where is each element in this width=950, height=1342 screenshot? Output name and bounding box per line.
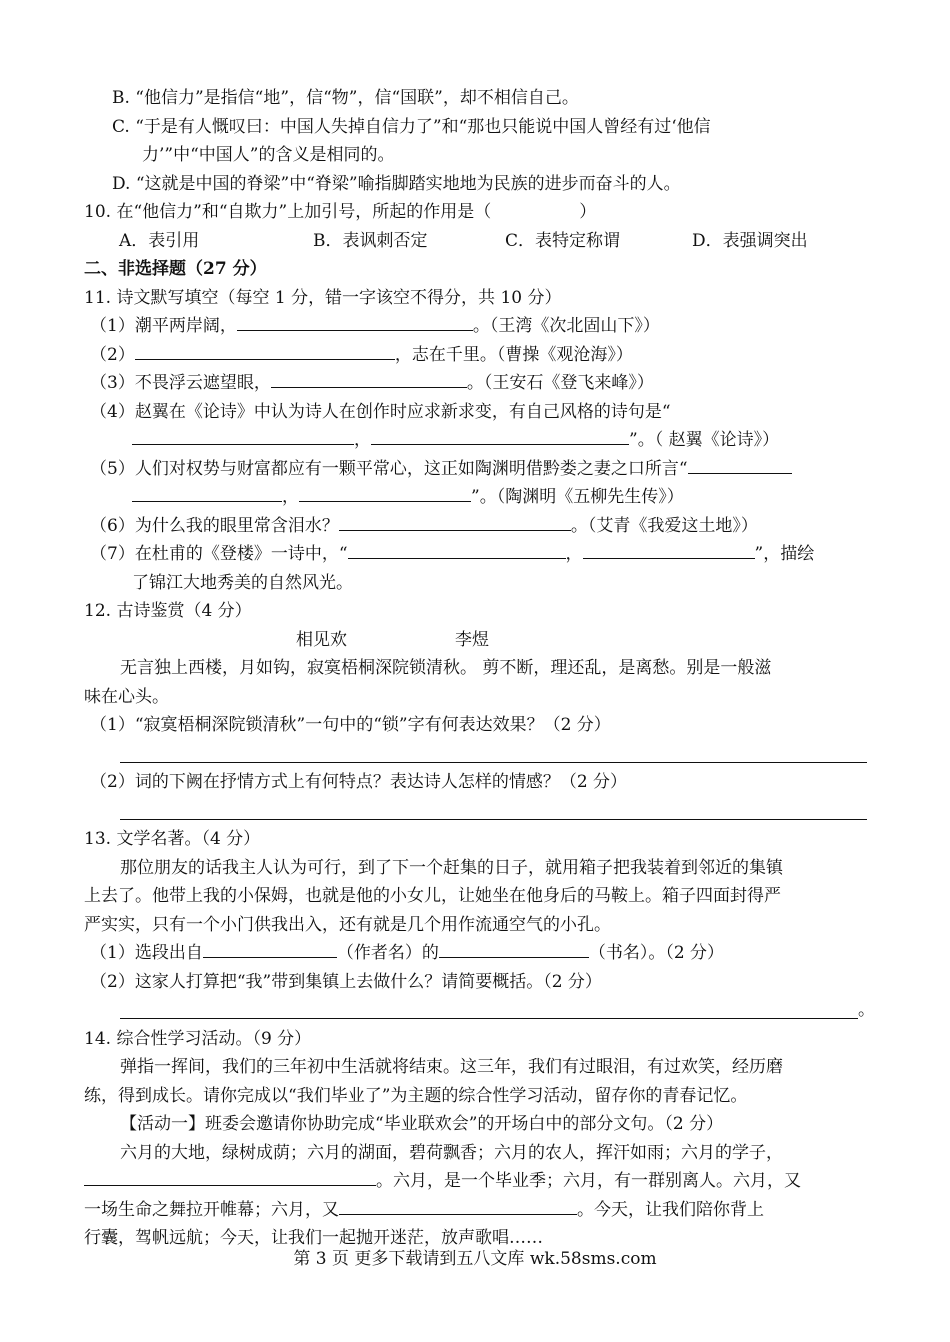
q13-passage-line2: 上去了。他带上我的小保姆，也就是他的小女儿，让她坐在他身后的马鞍上。箱子四面封得严: [84, 886, 781, 906]
poem-heading: [0, 626, 950, 655]
answer-blank[interactable]: [237, 312, 473, 331]
q11-item4-line2: ， ”。（ 赵翼《论诗》）: [0, 426, 950, 455]
q14-intro-line1: 弹指一挥间，我们的三年初中生活就将结束。这三年，我们有过眼泪，有过欢笑，经历磨: [120, 1057, 783, 1077]
q11-item2: （2） ，志在千里。（曹操《观沧海》）: [0, 341, 950, 370]
poem-text-line2: 味在心头。: [84, 686, 169, 707]
q10-options: [0, 227, 950, 256]
q10-option-c: C．表特定称谓: [505, 230, 621, 251]
q13-passage-line3: 严实实，只有一个小门供我出入，还有就是几个用作流通空气的小孔。: [84, 914, 611, 935]
q14-text-line3: 一场生命之舞拉开帷幕；六月，又 。今天，让我们陪你背上: [0, 1196, 950, 1225]
author-blank[interactable]: [203, 939, 337, 958]
q11-item7-line1: （7）在杜甫的《登楼》一诗中，“ ， ”，描绘: [0, 540, 950, 569]
q14-text-line4: 行囊，驾帆远航；今天，让我们一起抛开迷茫，放声歌唱……: [84, 1228, 543, 1248]
q13-stem: 13. 文学名著。（4 分）: [84, 829, 261, 849]
answer-blank[interactable]: [339, 512, 571, 531]
answer-blank[interactable]: [371, 426, 629, 445]
answer-blank[interactable]: [132, 426, 354, 445]
q11-item3: （3）不畏浮云遮望眼， 。（王安石《登飞来峰》）: [0, 369, 950, 398]
q11-item6: （6）为什么我的眼里常含泪水？ 。（艾青《我爱这土地》）: [0, 512, 950, 541]
q10-option-a: A．表引用: [119, 230, 200, 251]
poem-title: 相见欢: [296, 629, 347, 650]
answer-blank[interactable]: [583, 540, 755, 559]
q9-option-d: D. “这就是中国的脊梁”中“脊梁”喻指脚踏实地地为民族的进步而奋斗的人。: [112, 173, 681, 194]
exam-page: [0, 84, 950, 1253]
q14-text-line2: 。六月，是一个毕业季；六月，有一群别离人。六月，又: [0, 1167, 950, 1196]
answer-blank[interactable]: [132, 483, 282, 502]
q11-item5-line2: ， ”。（陶渊明《五柳先生传》）: [0, 483, 950, 512]
section-heading: 二、非选择题（27 分）: [84, 259, 267, 279]
q11-stem: 11. 诗文默写填空（每空 1 分，错一字该空不得分，共 10 分）: [84, 287, 562, 308]
q9-option-c-line1: C. “于是有人慨叹曰：中国人失掉自信力了”和“那也只能说中国人曾经有过‘他信: [112, 116, 711, 137]
answer-blank[interactable]: [135, 341, 395, 360]
q13-sub1: （1）选段出自 （作者名）的 （书名）。（2 分）: [0, 939, 950, 968]
q11-item7-line2: 了锦江大地秀美的自然风光。: [132, 572, 353, 593]
q14-stem: 14. 综合性学习活动。（9 分）: [84, 1028, 312, 1049]
answer-blank[interactable]: [348, 540, 566, 559]
answer-line[interactable]: [0, 740, 950, 769]
q13-passage-line1: 那位朋友的话我主人认为可行，到了下一个赶集的日子，就用箱子把我装着到邻近的集镇: [120, 857, 783, 878]
q10-option-d: D．表强调突出: [692, 230, 808, 251]
answer-blank[interactable]: [339, 1196, 577, 1215]
answer-line[interactable]: [0, 797, 950, 826]
q11-item1: （1）潮平两岸阔， 。（王湾《次北固山下》）: [0, 312, 950, 341]
q9-option-c-line2: 力’”中“中国人”的含义是相同的。: [142, 145, 395, 165]
q14-activity1: 【活动一】班委会邀请你协助完成“毕业联欢会”的开场白中的部分文句。（2 分）: [120, 1114, 724, 1134]
q9-option-b: B. “他信力”是指信“地”，信“物”，信“国联”，却不相信自己。: [112, 88, 579, 108]
q12-stem: 12. 古诗鉴赏（4 分）: [84, 601, 252, 621]
q14-intro-line2: 练，得到成长。请你完成以“我们毕业了”为主题的综合性学习活动，留存你的青春记忆。: [84, 1085, 748, 1106]
answer-blank[interactable]: [271, 369, 467, 388]
page-footer: 第 3 页 更多下载请到五八文库 wk.58sms.com: [293, 1249, 657, 1269]
q11-item5-line1: （5）人们对权势与财富都应有一颗平常心，这正如陶渊明借黔娄之妻之口所言“: [0, 455, 950, 484]
q13-sub2: （2）这家人打算把“我”带到集镇上去做什么？请简要概括。（2 分）: [90, 971, 602, 992]
answer-blank[interactable]: [299, 483, 471, 502]
q11-item4-line1: （4）赵翼在《论诗》中认为诗人在创作时应求新求变，有自己风格的诗句是“: [90, 401, 671, 422]
q12-sub2: （2）词的下阙在抒情方式上有何特点？表达诗人怎样的情感？（2 分）: [90, 772, 628, 792]
poem-text-line1: 无言独上西楼，月如钩，寂寞梧桐深院锁清秋。 剪不断，理还乱，是离愁。别是一般滋: [120, 658, 772, 678]
answer-line[interactable]: 。: [0, 996, 950, 1025]
q14-text-line1: 六月的大地，绿树成荫；六月的湖面，碧荷飘香；六月的农人，挥汗如雨；六月的学子，: [120, 1142, 783, 1163]
answer-blank[interactable]: [688, 455, 792, 474]
answer-blank[interactable]: [84, 1167, 376, 1186]
poem-author: 李煜: [455, 629, 489, 650]
q10-option-b: B．表讽刺否定: [313, 230, 428, 251]
q10-stem: 10. 在“他信力”和“自欺力”上加引号，所起的作用是（ ）: [84, 202, 597, 222]
q12-sub1: （1）“寂寞梧桐深院锁清秋”一句中的“锁”字有何表达效果？（2 分）: [90, 715, 611, 735]
book-blank[interactable]: [439, 939, 589, 958]
